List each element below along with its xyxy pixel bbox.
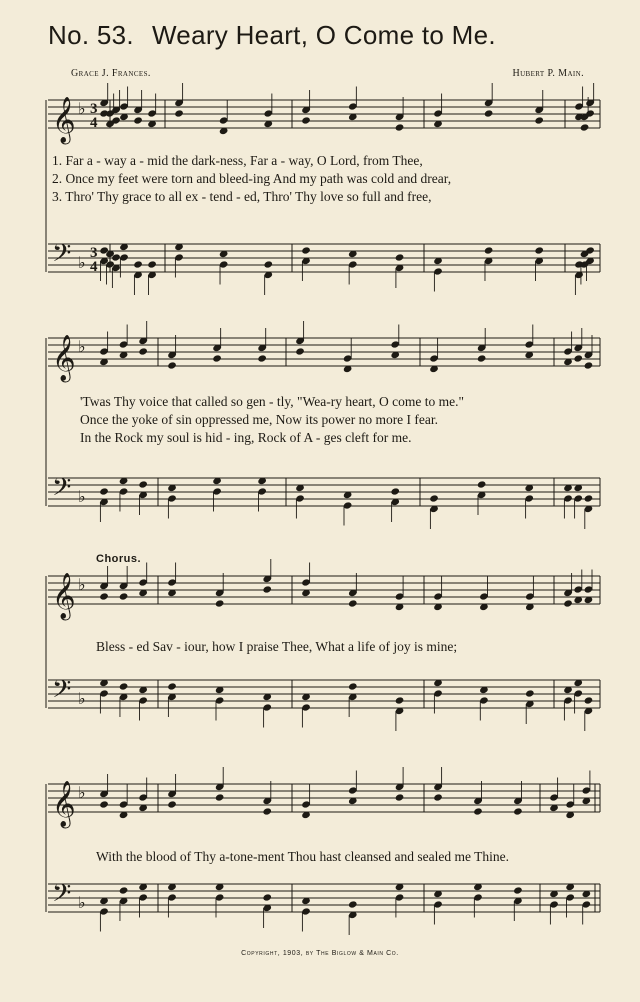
note-head [484,246,494,254]
time-signature-bottom: 4 [90,259,98,275]
note-head [348,682,358,690]
verse-2-line: 2. Once my feet were torn and bleed-ing And my path was cold and drear, [52,171,452,186]
note-head [477,354,487,362]
note-head [301,246,311,254]
note-head [262,585,272,593]
treble-clef-icon: 𝄞 [52,97,76,143]
time-signature-bottom: 4 [90,115,98,131]
verse-1-line: 1. Far a - way a - mid the dark-ness, Far a - way, O Lord, from Thee, [52,153,423,168]
note-head [477,480,487,488]
note-head [99,109,109,117]
treble-clef-icon: 𝄞 [52,335,76,381]
note-head [215,599,225,607]
time-signature-top: 3 [90,101,98,117]
system-3 [40,572,610,742]
note-head [295,347,305,355]
note-head [167,682,177,690]
composer-credit: Hubert P. Main. [512,68,584,79]
note-head [429,494,439,502]
chorus-line-2: With the blood of Thy a-tone-ment Thou hast cleansed and sealed me Thine. [96,849,509,864]
note-head [534,116,544,124]
bass-clef-icon: 𝄢 [52,675,72,710]
flat-icon: ♭ [78,253,86,272]
note-head [395,696,405,704]
note-head [263,260,273,268]
note-head [348,900,358,908]
verse-3-line: 3. Thro' Thy grace to all ex - tend - ed, Thro' Thy love so full and free, [52,189,432,204]
note-head [584,494,594,502]
note-head [99,800,109,808]
note-head [119,886,129,894]
note-head [215,793,225,801]
note-head [563,599,573,607]
bass-clef-icon: 𝄢 [52,239,72,274]
note-head [433,793,443,801]
note-head [584,696,594,704]
flat-icon: ♭ [78,99,86,118]
note-head [167,361,177,369]
note-head [99,592,109,600]
note-head [212,354,222,362]
note-head [119,682,129,690]
verse-2-line-b: Once the yoke of sin oppressed me, Now its power no more I fear. [80,412,439,427]
flat-icon: ♭ [78,487,86,506]
note-head [513,807,523,815]
verse-lyrics-2 [80,393,600,447]
note-head [473,807,483,815]
note-head [262,807,272,815]
note-head [133,116,143,124]
lyricist-credit: Grace J. Frances. [71,68,151,79]
note-head [348,599,358,607]
chorus-line-1: Bless - ed Sav - iour, how I praise Thee, What a life of joy is mine; [96,639,458,654]
note-head [257,354,267,362]
note-head [133,260,143,268]
note-head [301,116,311,124]
note-head [395,793,405,801]
hymn-title: Weary Heart, O Come to Me. [151,20,496,50]
hymn-title-line [48,20,628,51]
note-head [147,260,157,268]
chorus-label: Chorus. [96,553,142,565]
note-head [167,800,177,808]
note-head [395,123,405,131]
note-head [174,109,184,117]
note-head [138,347,148,355]
note-head [580,123,590,131]
system-3-score [40,572,610,742]
note-head [99,487,109,495]
treble-clef-icon: 𝄞 [52,781,76,827]
flat-icon: ♭ [78,893,86,912]
note-head [584,361,594,369]
verse-1-line-b: 'Twas Thy voice that called so gen - tly, "Wea-ry heart, O come to me." [80,394,465,409]
copyright-notice: Copyright, 1903, by The Biglow & Main Co. [241,950,399,957]
note-head [525,689,535,697]
flat-icon: ♭ [78,575,86,594]
verse-lyrics-1 [52,152,600,206]
bass-clef-icon: 𝄢 [52,473,72,508]
flat-icon: ♭ [78,337,86,356]
note-head [534,246,544,254]
note-head [513,886,523,894]
verse-3-line-b: In the Rock my soul is hid - ing, Rock of A - ges cleft for me. [80,430,412,445]
note-head [138,480,148,488]
hymn-number: No. 53. [48,20,134,50]
note-head [119,592,129,600]
note-head [390,487,400,495]
note-head [262,893,272,901]
time-signature-top: 3 [90,245,98,261]
note-head [484,109,494,117]
bass-clef-icon: 𝄢 [52,879,72,914]
flat-icon: ♭ [78,783,86,802]
treble-clef-icon: 𝄞 [52,573,76,619]
chorus-lyrics-1 [96,638,600,656]
note-head [395,253,405,261]
flat-icon: ♭ [78,689,86,708]
note-head [573,354,583,362]
chorus-lyrics-2 [96,848,600,866]
